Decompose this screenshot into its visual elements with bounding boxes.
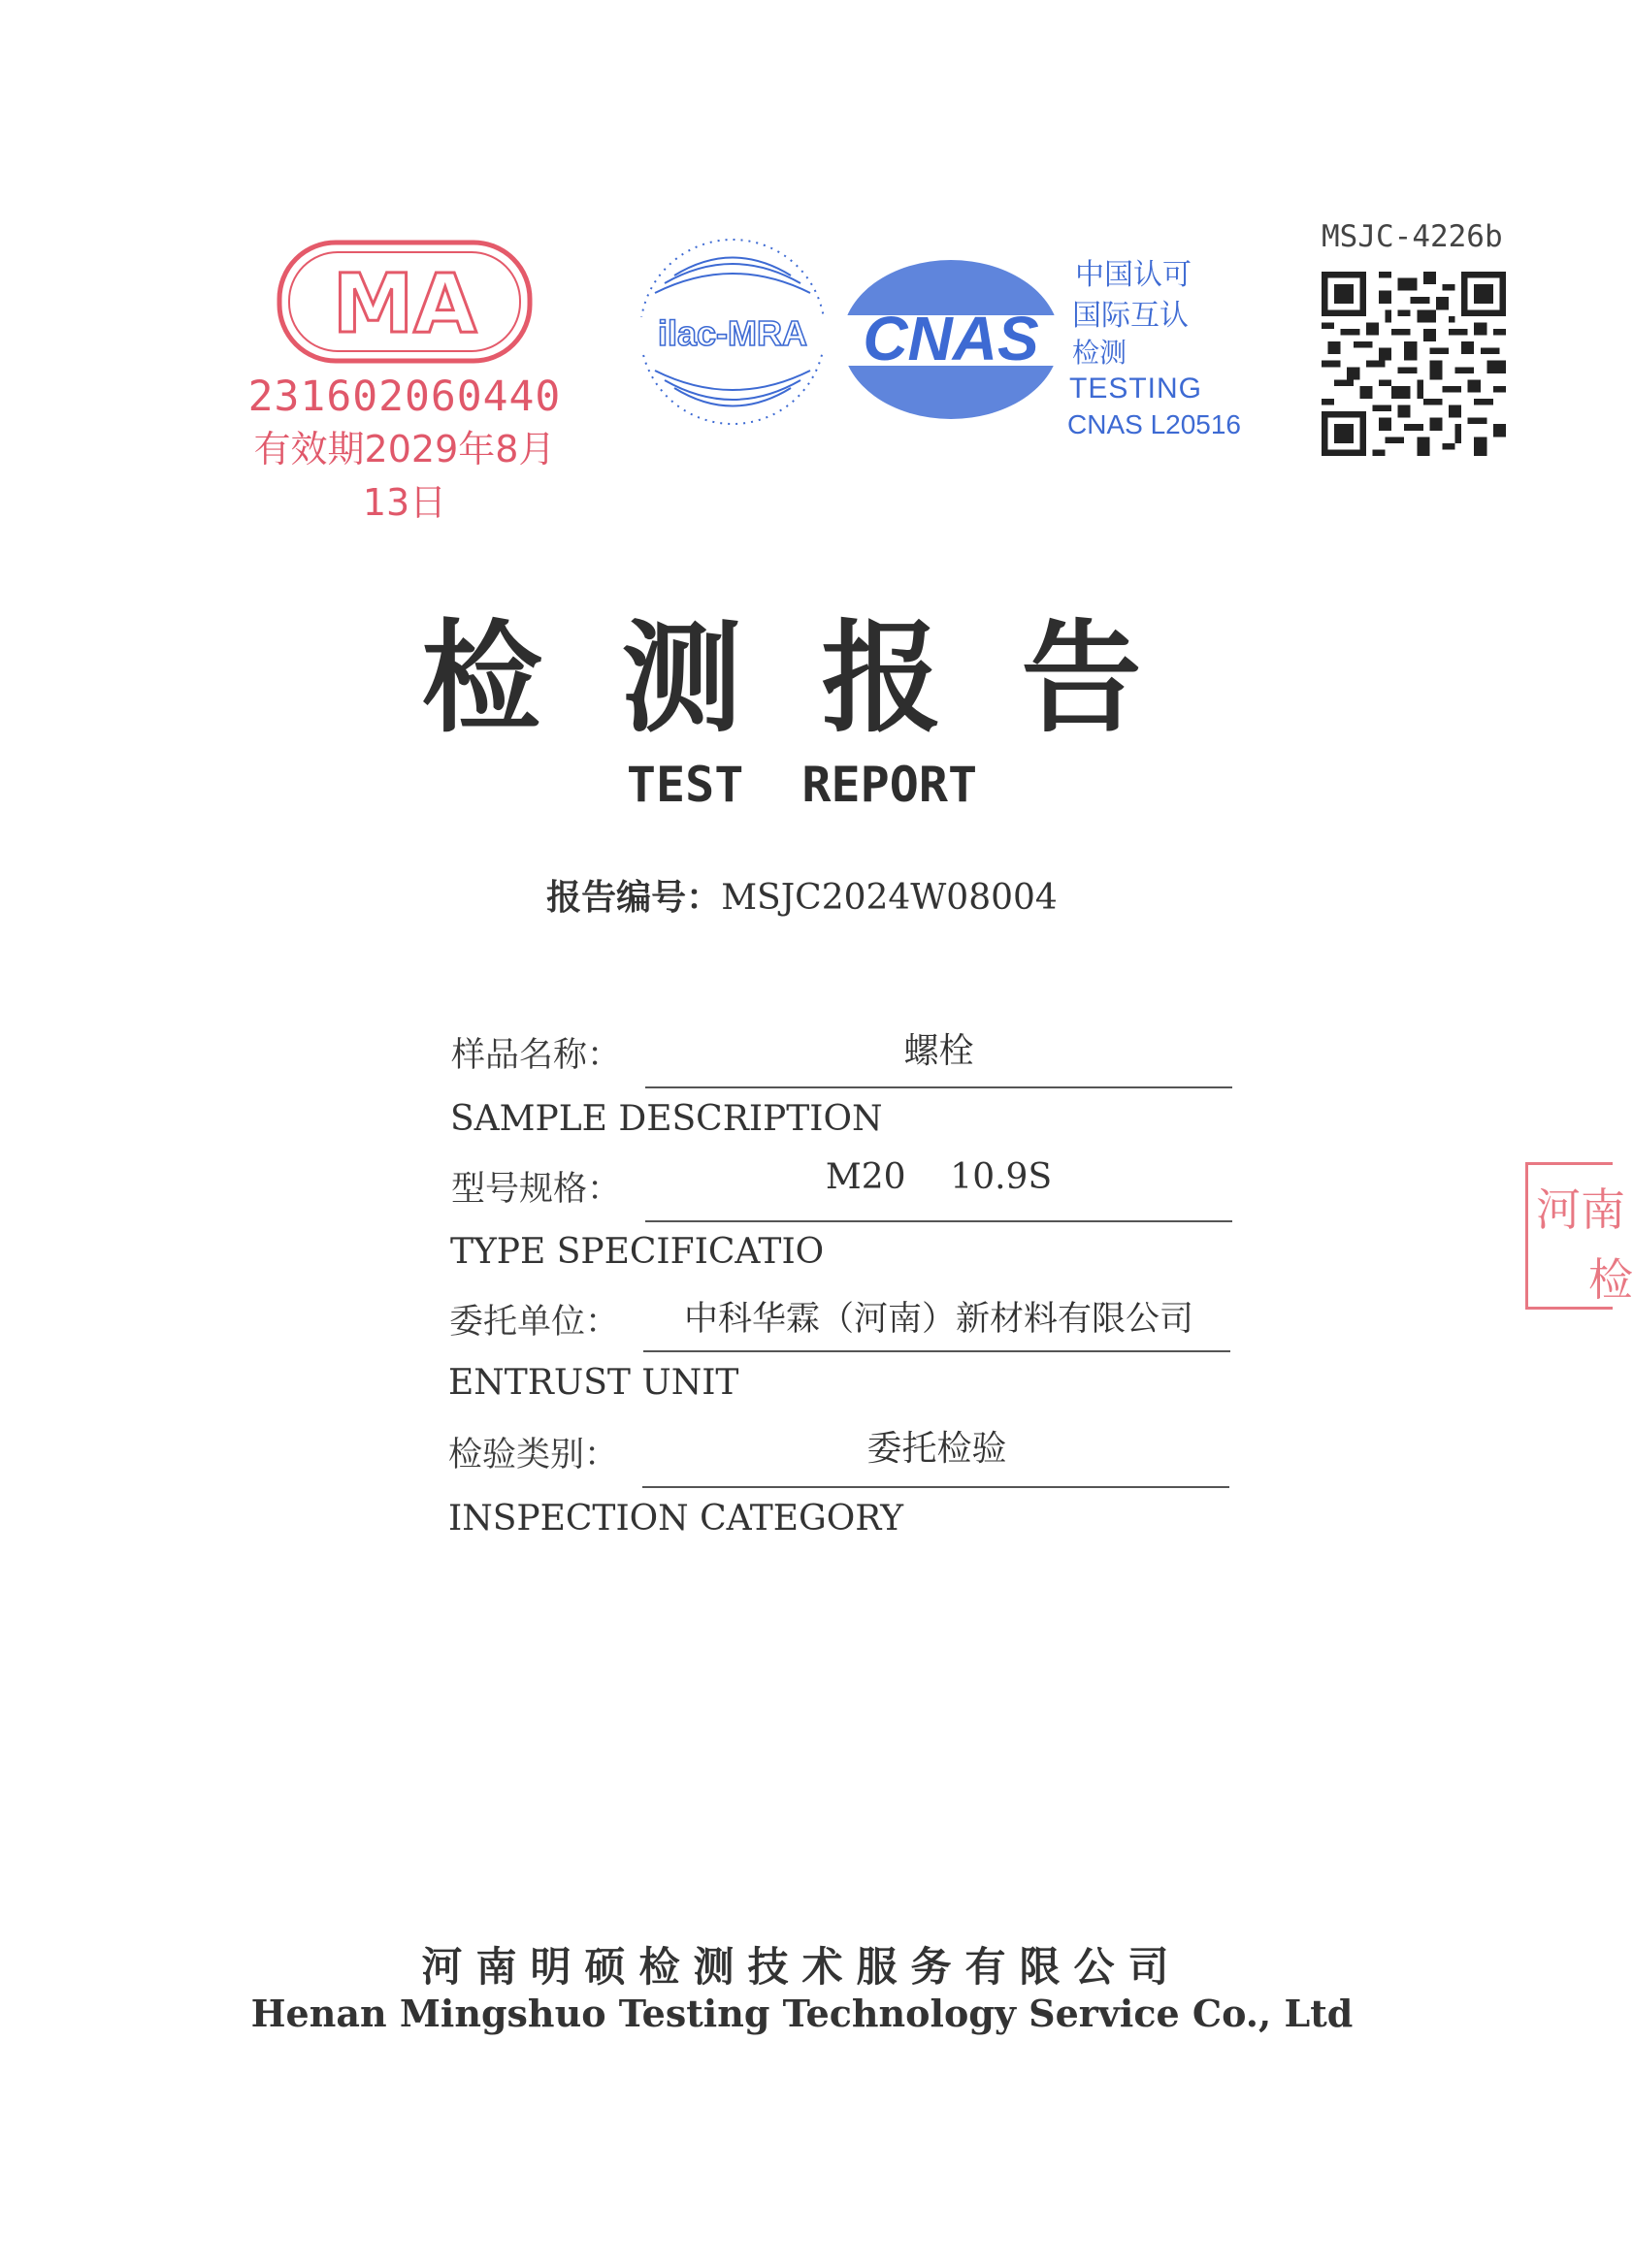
entrust-unit-en-label: ENTRUST UNIT	[448, 1363, 739, 1403]
report-title-cn: 检测报告	[421, 608, 1222, 749]
svg-text:ilac-MRA: ilac-MRA	[657, 313, 808, 353]
ilac-mra-logo-icon	[636, 225, 830, 438]
edge-seal-stamp	[1525, 1162, 1633, 1310]
inspection-category-value: 委托检验	[866, 1429, 1007, 1469]
report-number-value: MSJC2024W08004	[721, 878, 1058, 918]
entrust-unit-label: 委托单位：	[449, 1303, 620, 1342]
qr-code-icon	[1322, 272, 1506, 456]
svg-text:MA: MA	[332, 256, 477, 351]
sample-name-label: 样品名称：	[451, 1036, 622, 1075]
report-number	[0, 870, 1604, 920]
type-spec-underline	[645, 1220, 1232, 1222]
cma-validity: 有效期2029年8月13日	[253, 428, 556, 524]
cnas-accreditation-code: CNAS L20516	[1067, 409, 1242, 439]
type-spec-value: M20 10.9S	[825, 1157, 1053, 1197]
edge-seal-text-top: 河南	[1536, 1183, 1625, 1236]
cnas-testing-label: TESTING	[1069, 373, 1203, 405]
cma-number: 231602060440	[247, 373, 562, 421]
sample-description-label: SAMPLE DESCRIPTION	[450, 1099, 883, 1139]
svg-text:CNAS: CNAS	[863, 304, 1039, 373]
inspection-category-en-label: INSPECTION CATEGORY	[448, 1499, 904, 1539]
report-title-en: TEST REPORT	[626, 757, 978, 813]
entrust-unit-underline	[643, 1350, 1230, 1352]
sample-name-value: 螺栓	[903, 1031, 974, 1071]
company-name-cn: 河南明硕检测技术服务有限公司	[421, 1943, 1183, 1991]
inspection-category-underline	[642, 1486, 1229, 1488]
company-name-en: Henan Mingshuo Testing Technology Service Co., Ltd	[250, 1992, 1354, 2035]
cnas-line-2: 国际互认	[1072, 299, 1189, 333]
cnas-line-3: 检测	[1072, 337, 1127, 369]
report-number-label: 报告编号：	[546, 878, 722, 918]
edge-seal-text-bottom: 检	[1588, 1253, 1633, 1306]
type-spec-label: 型号规格：	[451, 1170, 622, 1209]
cnas-logo-icon	[834, 247, 1067, 432]
type-specification-label: TYPE SPECIFICATIO	[450, 1232, 825, 1272]
inspection-category-label: 检验类别：	[448, 1436, 619, 1474]
cma-logo-icon	[274, 237, 536, 368]
qr-code-label: MSJC-4226b	[1322, 219, 1503, 254]
cma-stamp	[245, 237, 565, 524]
cnas-line-1: 中国认可	[1075, 258, 1192, 292]
sample-name-underline	[645, 1086, 1232, 1088]
entrust-unit-value: 中科华霖（河南）新材料有限公司	[683, 1300, 1193, 1339]
